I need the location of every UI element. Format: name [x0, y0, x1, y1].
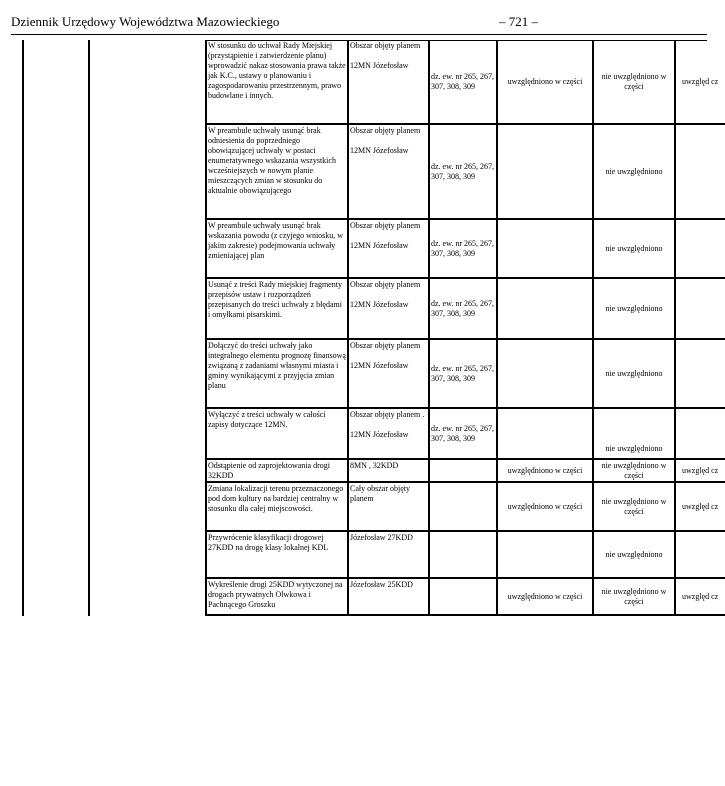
remark-text: W stosunku do uchwał Rady Miejskiej (przystąpienie i zatwierdzenie planu) wprowadzić nakaz stosowania prawa także jak K.C., ustawy o planowaniu i zagospodarowaniu przestrzennym, prawo budowlane i innych. — [205, 40, 347, 123]
journal-title: Dziennik Urzędowy Województwa Mazowieckiego — [11, 14, 280, 29]
area-cell — [347, 125, 428, 218]
area-designation: 12MN Józefosław — [350, 146, 409, 155]
area-designation: 12MN Józefosław — [350, 241, 409, 250]
council-decision: uwzględ cz — [674, 579, 725, 614]
area-label: Obszar objęty planem — [350, 341, 421, 350]
mayor-decision-rejection: nie uwzględniono — [592, 125, 674, 218]
mayor-decision-rejection: nie uwzględniono w części — [592, 579, 674, 614]
area-designation: 12MN Józefosław — [350, 300, 409, 309]
parcel-numbers — [428, 483, 496, 530]
table-row — [205, 220, 725, 279]
area-label: Józefosław 25KDD — [350, 580, 413, 589]
header-rule — [11, 34, 707, 35]
table-row — [205, 40, 725, 125]
area-designation: 12MN Józefosław — [350, 361, 409, 370]
mayor-decision-rejection: nie uwzględniono — [592, 532, 674, 577]
mayor-decision: uwzględniono w części — [496, 460, 592, 481]
remark-text: W preambule uchwały usunąć brak odniesienia do poprzedniego obowiązującej uchwały w postaci enumeratywnego wskazania wszystkich wcześniejszych w nowym planie mieszczących zmian w stosunku do aktualnie obowiązującego — [205, 125, 347, 218]
council-decision: uwzględ cz — [674, 40, 725, 123]
area-cell — [347, 483, 428, 530]
table-row — [205, 532, 725, 579]
parcel-numbers — [428, 579, 496, 614]
table-row — [205, 483, 725, 532]
mayor-decision-rejection: nie uwzględniono w części — [592, 460, 674, 481]
council-decision — [674, 532, 725, 577]
mayor-decision: uwzględniono w części — [496, 579, 592, 614]
area-label: Obszar objęty planem — [350, 41, 421, 50]
mayor-decision — [496, 532, 592, 577]
area-cell — [347, 532, 428, 577]
area-label: Obszar objęty planem — [350, 280, 421, 289]
table-row — [205, 125, 725, 220]
council-decision — [674, 279, 725, 338]
mayor-decision-rejection: nie uwzględniono — [592, 220, 674, 277]
area-cell — [347, 579, 428, 614]
table-row — [205, 460, 725, 483]
table-row — [205, 279, 725, 340]
mayor-decision — [496, 220, 592, 277]
remark-text: Wykreślenie drogi 25KDD wytyczonej na drogach prywatnych Olwkowa i Pachnącego Groszku — [205, 579, 347, 614]
parcel-numbers: dz. ew. nr 265, 267, 307, 308, 309 — [428, 279, 496, 338]
mayor-decision-rejection: nie uwzględniono — [592, 409, 674, 458]
parcel-numbers: dz. ew. nr 265, 267, 307, 308, 309 — [428, 40, 496, 123]
area-label: Obszar objęty planem . — [350, 410, 425, 419]
area-cell — [347, 460, 428, 481]
mayor-decision-rejection: nie uwzględniono w części — [592, 483, 674, 530]
mayor-decision-rejection: nie uwzględniono — [592, 279, 674, 338]
parcel-numbers: dz. ew. nr 265, 267, 307, 308, 309 — [428, 409, 496, 458]
remark-text: Odstąpienie od zaprojektowania drogi 32KDD — [205, 460, 347, 481]
mayor-decision — [496, 340, 592, 407]
area-cell — [347, 340, 428, 407]
remark-text: W preambule uchwały usunąć brak wskazania powodu (z czyjego wniosku, w jakim zakresie) podejmowania uchwały zmieniającej plan — [205, 220, 347, 277]
area-label: Józefosław 27KDD — [350, 533, 413, 542]
remark-text: Przywrócenie klasyfikacji drogowej 27KDD na drogę klasy lokalnej KDL — [205, 532, 347, 577]
area-label: 8MN , 32KDD — [350, 461, 399, 470]
mayor-decision: uwzględniono w części — [496, 40, 592, 123]
column-divider-left — [22, 40, 24, 616]
mayor-decision — [496, 409, 592, 458]
area-label: Obszar objęty planem — [350, 221, 421, 230]
parcel-numbers — [428, 532, 496, 577]
remark-text: Wyłączyć z treści uchwały w całości zapisy dotyczące 12MN. — [205, 409, 347, 458]
remark-text: Usunąć z treści Rady miejskiej fragmenty przepisów ustaw i rozporządzeń przepisanych do treści uchwały z błędami i omyłkami pisarskimi. — [205, 279, 347, 338]
council-decision — [674, 125, 725, 218]
parcel-numbers: dz. ew. nr 265, 267, 307, 308, 309 — [428, 220, 496, 277]
council-decision — [674, 220, 725, 277]
table-row — [205, 409, 725, 460]
council-decision — [674, 409, 725, 458]
remark-text: Dołączyć do treści uchwały jako integralnego elementu prognozę finansową związaną z zadaniami własnymi miasta i gminy wynikającymi z przyjęcia zmian planu — [205, 340, 347, 407]
area-designation: 12MN Józefosław — [350, 430, 409, 439]
area-cell — [347, 220, 428, 277]
area-cell — [347, 40, 428, 123]
parcel-numbers — [428, 460, 496, 481]
area-cell — [347, 279, 428, 338]
council-decision — [674, 340, 725, 407]
council-decision: uwzględ cz — [674, 460, 725, 481]
council-decision: uwzględ cz — [674, 483, 725, 530]
mayor-decision-rejection: nie uwzględniono w części — [592, 40, 674, 123]
mayor-decision: uwzględniono w części — [496, 483, 592, 530]
mayor-decision — [496, 125, 592, 218]
column-divider-middle — [88, 40, 90, 616]
area-cell — [347, 409, 428, 458]
page-number: – 721 – — [499, 14, 538, 29]
area-label: Obszar objęty planem — [350, 126, 421, 135]
page-header — [11, 14, 707, 32]
area-designation: 12MN Józefosław — [350, 61, 409, 70]
mayor-decision-rejection: nie uwzględniono — [592, 340, 674, 407]
remark-text: Zmiana lokalizacji terenu przeznaczonego pod dom kultury na bardziej centralny w stosunku dla całej miejscowości. — [205, 483, 347, 530]
table-row — [205, 579, 725, 616]
parcel-numbers: dz. ew. nr 265, 267, 307, 308, 309 — [428, 125, 496, 218]
table-row — [205, 340, 725, 409]
mayor-decision — [496, 279, 592, 338]
area-label: Cały obszar objęty planem — [350, 484, 410, 503]
parcel-numbers: dz. ew. nr 265, 267, 307, 308, 309 — [428, 340, 496, 407]
